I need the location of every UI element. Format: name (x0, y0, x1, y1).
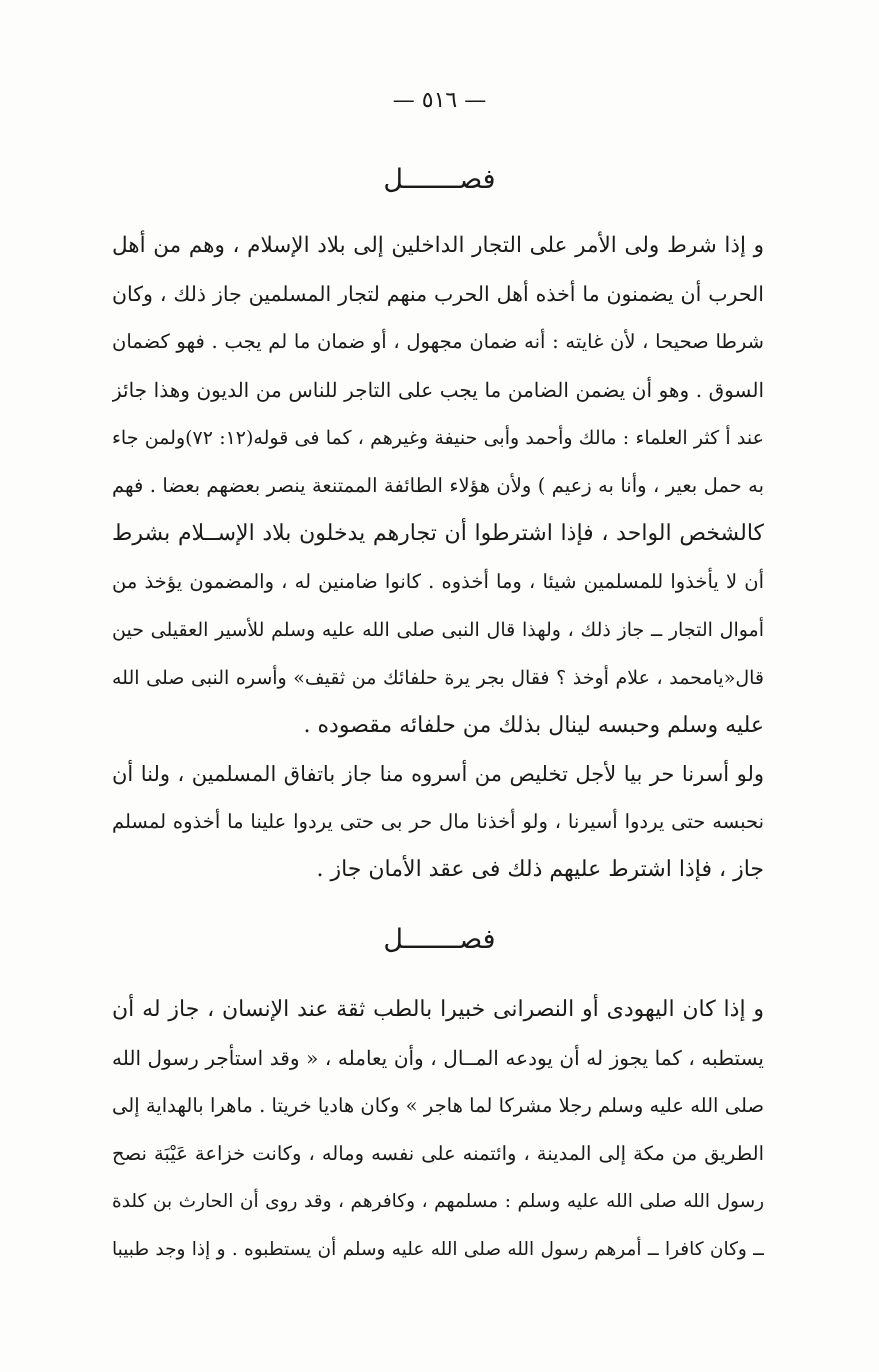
text-line: أن لا يأخذوا للمسلمين شيئا ، وما أخذوه . كانوا ضامنين له ، والمضمون يؤخذ من (112, 570, 764, 593)
text-line: جاز ، فإذا اشترط عليهم ذلك فى عقد الأمان جاز . (316, 857, 764, 882)
text-line: نحبسه حتى يردوا أسيرنا ، ولو أخذنا مال حر بى حتى يردوا علينا ما أخذوه لمسلم (112, 810, 764, 833)
section-1-body (112, 222, 764, 894)
text-line: أموال التجار ــ جاز ذلك ، ولهذا قال النبى صلى الله عليه وسلم للأسير العقيلى حين (112, 619, 764, 641)
section-heading-2: فصـــــــل (383, 924, 496, 955)
text-line: ولو أسرنا حر بيا لأجل تخليص من أسروه منا جاز باتفاق المسلمين ، ولنا أن (112, 762, 764, 786)
text-line: به حمل بعير ، وأنا به زعيم ) ولأن هؤلاء الطائفة الممتنعة ينصر بعضهم بعضا . فهم (112, 474, 764, 497)
text-line: يستطبه ، كما يجوز له أن يودعه المــال ، وأن يعامله ، « وقد استأجر رسول الله (112, 1046, 764, 1070)
text-line: ــ وكان كافرا ــ أمرهم رسول الله صلى الله عليه وسلم أن يستطبوه . و إذا وجد طبيبا (112, 1239, 764, 1260)
text-line: قال«يامحمد ، علام أوخذ ؟ فقال بجر يرة حلفائك من ثقيف» وأسره النبى صلى الله (112, 667, 764, 689)
text-line: صلى الله عليه وسلم رجلا مشركا لما هاجر » وكان هاديا خريتا . ماهرا بالهداية إلى (112, 1094, 764, 1117)
section-2-body (112, 986, 764, 1274)
section-heading-1: فصـــــــل (383, 164, 496, 195)
text-line: و إذا شرط ولى الأمر على التجار الداخلين إلى بلاد الإسلام ، وهم من أهل (112, 233, 764, 258)
text-line: شرطا صحيحا ، لأن غايته : أنه ضمان مجهول ، أو ضمان ما لم يجب . فهو كضمان (112, 330, 764, 353)
text-line: الحرب أن يضمنون ما أخذه أهل الحرب منهم لتجار المسلمين جاز ذلك ، وكان (112, 282, 764, 306)
text-line: و إذا كان اليهودى أو النصرانى خبيرا بالطب ثقة عند الإنسان ، جاز له أن (112, 997, 764, 1022)
text-line: الطريق من مكة إلى المدينة ، وائتمنه على نفسه وماله ، وكانت خزاعة عَيْبَة نصح (112, 1142, 764, 1165)
text-line: عند أ كثر العلماء : مالك وأحمد وأبى حنيفة وغيرهم ، كما فى قوله(١٢: ٧٢)ولمن جاء (112, 427, 764, 449)
text-line: رسول الله صلى الله عليه وسلم : مسلمهم ، وكافرهم ، وقد روى أن الحارث بن كلدة (112, 1191, 764, 1212)
text-line: كالشخص الواحد ، فإذا اشترطوا أن تجارهم يدخلون بلاد الإســلام بشرط (112, 521, 764, 546)
text-line: عليه وسلم وحبسه لينال بذلك من حلفائه مقصوده . (303, 713, 764, 738)
text-line: السوق . وهو أن يضمن الضامن ما يجب على التاجر للناس من الديون وهذا جائز (112, 378, 764, 402)
page-number: — ٥١٦ — (392, 88, 487, 113)
